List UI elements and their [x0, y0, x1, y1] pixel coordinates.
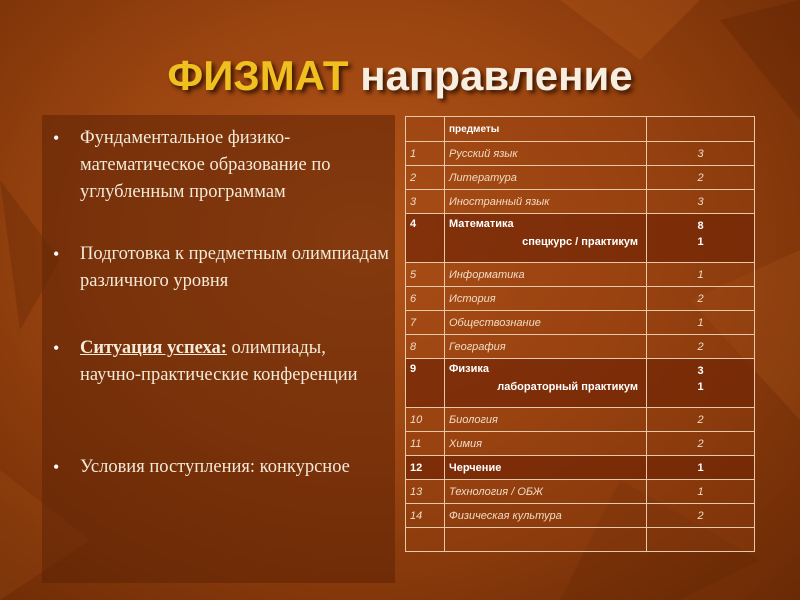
subject-name: Физика — [449, 363, 490, 375]
row-hours: 2 — [647, 408, 755, 432]
hours-subcourse: 1 — [697, 381, 704, 393]
bullet-item: • Фундаментальное физико-математическое образование по углубленным программам — [80, 125, 390, 206]
row-subject: Химия — [445, 432, 647, 456]
bullet-item — [80, 335, 390, 389]
table-row — [406, 480, 755, 504]
row-hours: 2 — [647, 432, 755, 456]
row-number: 7 — [406, 311, 445, 335]
row-number: 5 — [406, 263, 445, 287]
table-row-empty — [406, 528, 755, 552]
empty-cell — [445, 528, 647, 552]
row-number: 1 — [406, 142, 445, 166]
header-hours — [647, 117, 755, 142]
row-subject — [445, 359, 647, 408]
row-subject: Информатика — [445, 263, 647, 287]
row-subject: Обществознание — [445, 311, 647, 335]
row-subject — [445, 214, 647, 263]
row-subject: Русский язык — [445, 142, 647, 166]
row-hours: 2 — [647, 287, 755, 311]
row-hours: 1 — [647, 456, 755, 480]
row-hours: 1 — [647, 311, 755, 335]
row-subject: Литература — [445, 166, 647, 190]
row-subject: Черчение — [445, 456, 647, 480]
table-row — [406, 166, 755, 190]
bullet-item: • Условия поступления: конкурсное — [80, 454, 390, 481]
table-row — [406, 311, 755, 335]
subject-subcourse: лабораторный практикум — [497, 381, 638, 393]
row-subject: Биология — [445, 408, 647, 432]
row-subject: Физическая культура — [445, 504, 647, 528]
row-number: 4 — [406, 214, 445, 263]
row-number: 10 — [406, 408, 445, 432]
row-hours — [647, 214, 755, 263]
row-number: 12 — [406, 456, 445, 480]
row-hours: 1 — [647, 263, 755, 287]
subject-subcourse: спецкурс / практикум — [522, 236, 638, 248]
bullet-text: олимпиады, научно-практические конференции — [80, 338, 358, 385]
subjects-table — [405, 116, 755, 552]
slide-title-rest: направление — [348, 52, 633, 99]
row-number: 14 — [406, 504, 445, 528]
empty-cell — [406, 528, 445, 552]
bullet-label: Ситуация успеха: — [80, 338, 227, 358]
empty-cell — [647, 528, 755, 552]
table-row — [406, 432, 755, 456]
row-number: 13 — [406, 480, 445, 504]
row-hours: 2 — [647, 335, 755, 359]
row-hours: 2 — [647, 166, 755, 190]
table-row — [406, 504, 755, 528]
row-subject: История — [445, 287, 647, 311]
header-subjects: предметы — [445, 117, 647, 142]
subject-name: Математика — [449, 218, 514, 230]
row-hours: 3 — [647, 190, 755, 214]
table-row — [406, 359, 755, 408]
row-hours: 2 — [647, 504, 755, 528]
row-subject: Технология / ОБЖ — [445, 480, 647, 504]
bullet-panel — [42, 115, 395, 583]
table-row — [406, 408, 755, 432]
table-row — [406, 263, 755, 287]
hours-main: 8 — [697, 220, 704, 232]
row-number: 11 — [406, 432, 445, 456]
row-number: 6 — [406, 287, 445, 311]
slide-title-accent: ФИЗМАТ — [167, 52, 349, 99]
row-hours: 1 — [647, 480, 755, 504]
bullet-item: • Подготовка к предметным олимпиадам различного уровня — [80, 241, 390, 295]
hours-main: 3 — [697, 365, 704, 377]
hours-subcourse: 1 — [697, 236, 704, 248]
header-num — [406, 117, 445, 142]
table-row — [406, 335, 755, 359]
table-row — [406, 456, 755, 480]
slide-title — [0, 52, 800, 100]
table-row — [406, 190, 755, 214]
row-number: 3 — [406, 190, 445, 214]
table-row — [406, 287, 755, 311]
table-row — [406, 142, 755, 166]
row-number: 8 — [406, 335, 445, 359]
row-number: 2 — [406, 166, 445, 190]
row-number: 9 — [406, 359, 445, 408]
row-hours: 3 — [647, 142, 755, 166]
table-header-row — [406, 117, 755, 142]
row-subject: География — [445, 335, 647, 359]
row-hours — [647, 359, 755, 408]
row-subject: Иностранный язык — [445, 190, 647, 214]
subjects-table-wrapper — [405, 116, 755, 552]
table-row — [406, 214, 755, 263]
